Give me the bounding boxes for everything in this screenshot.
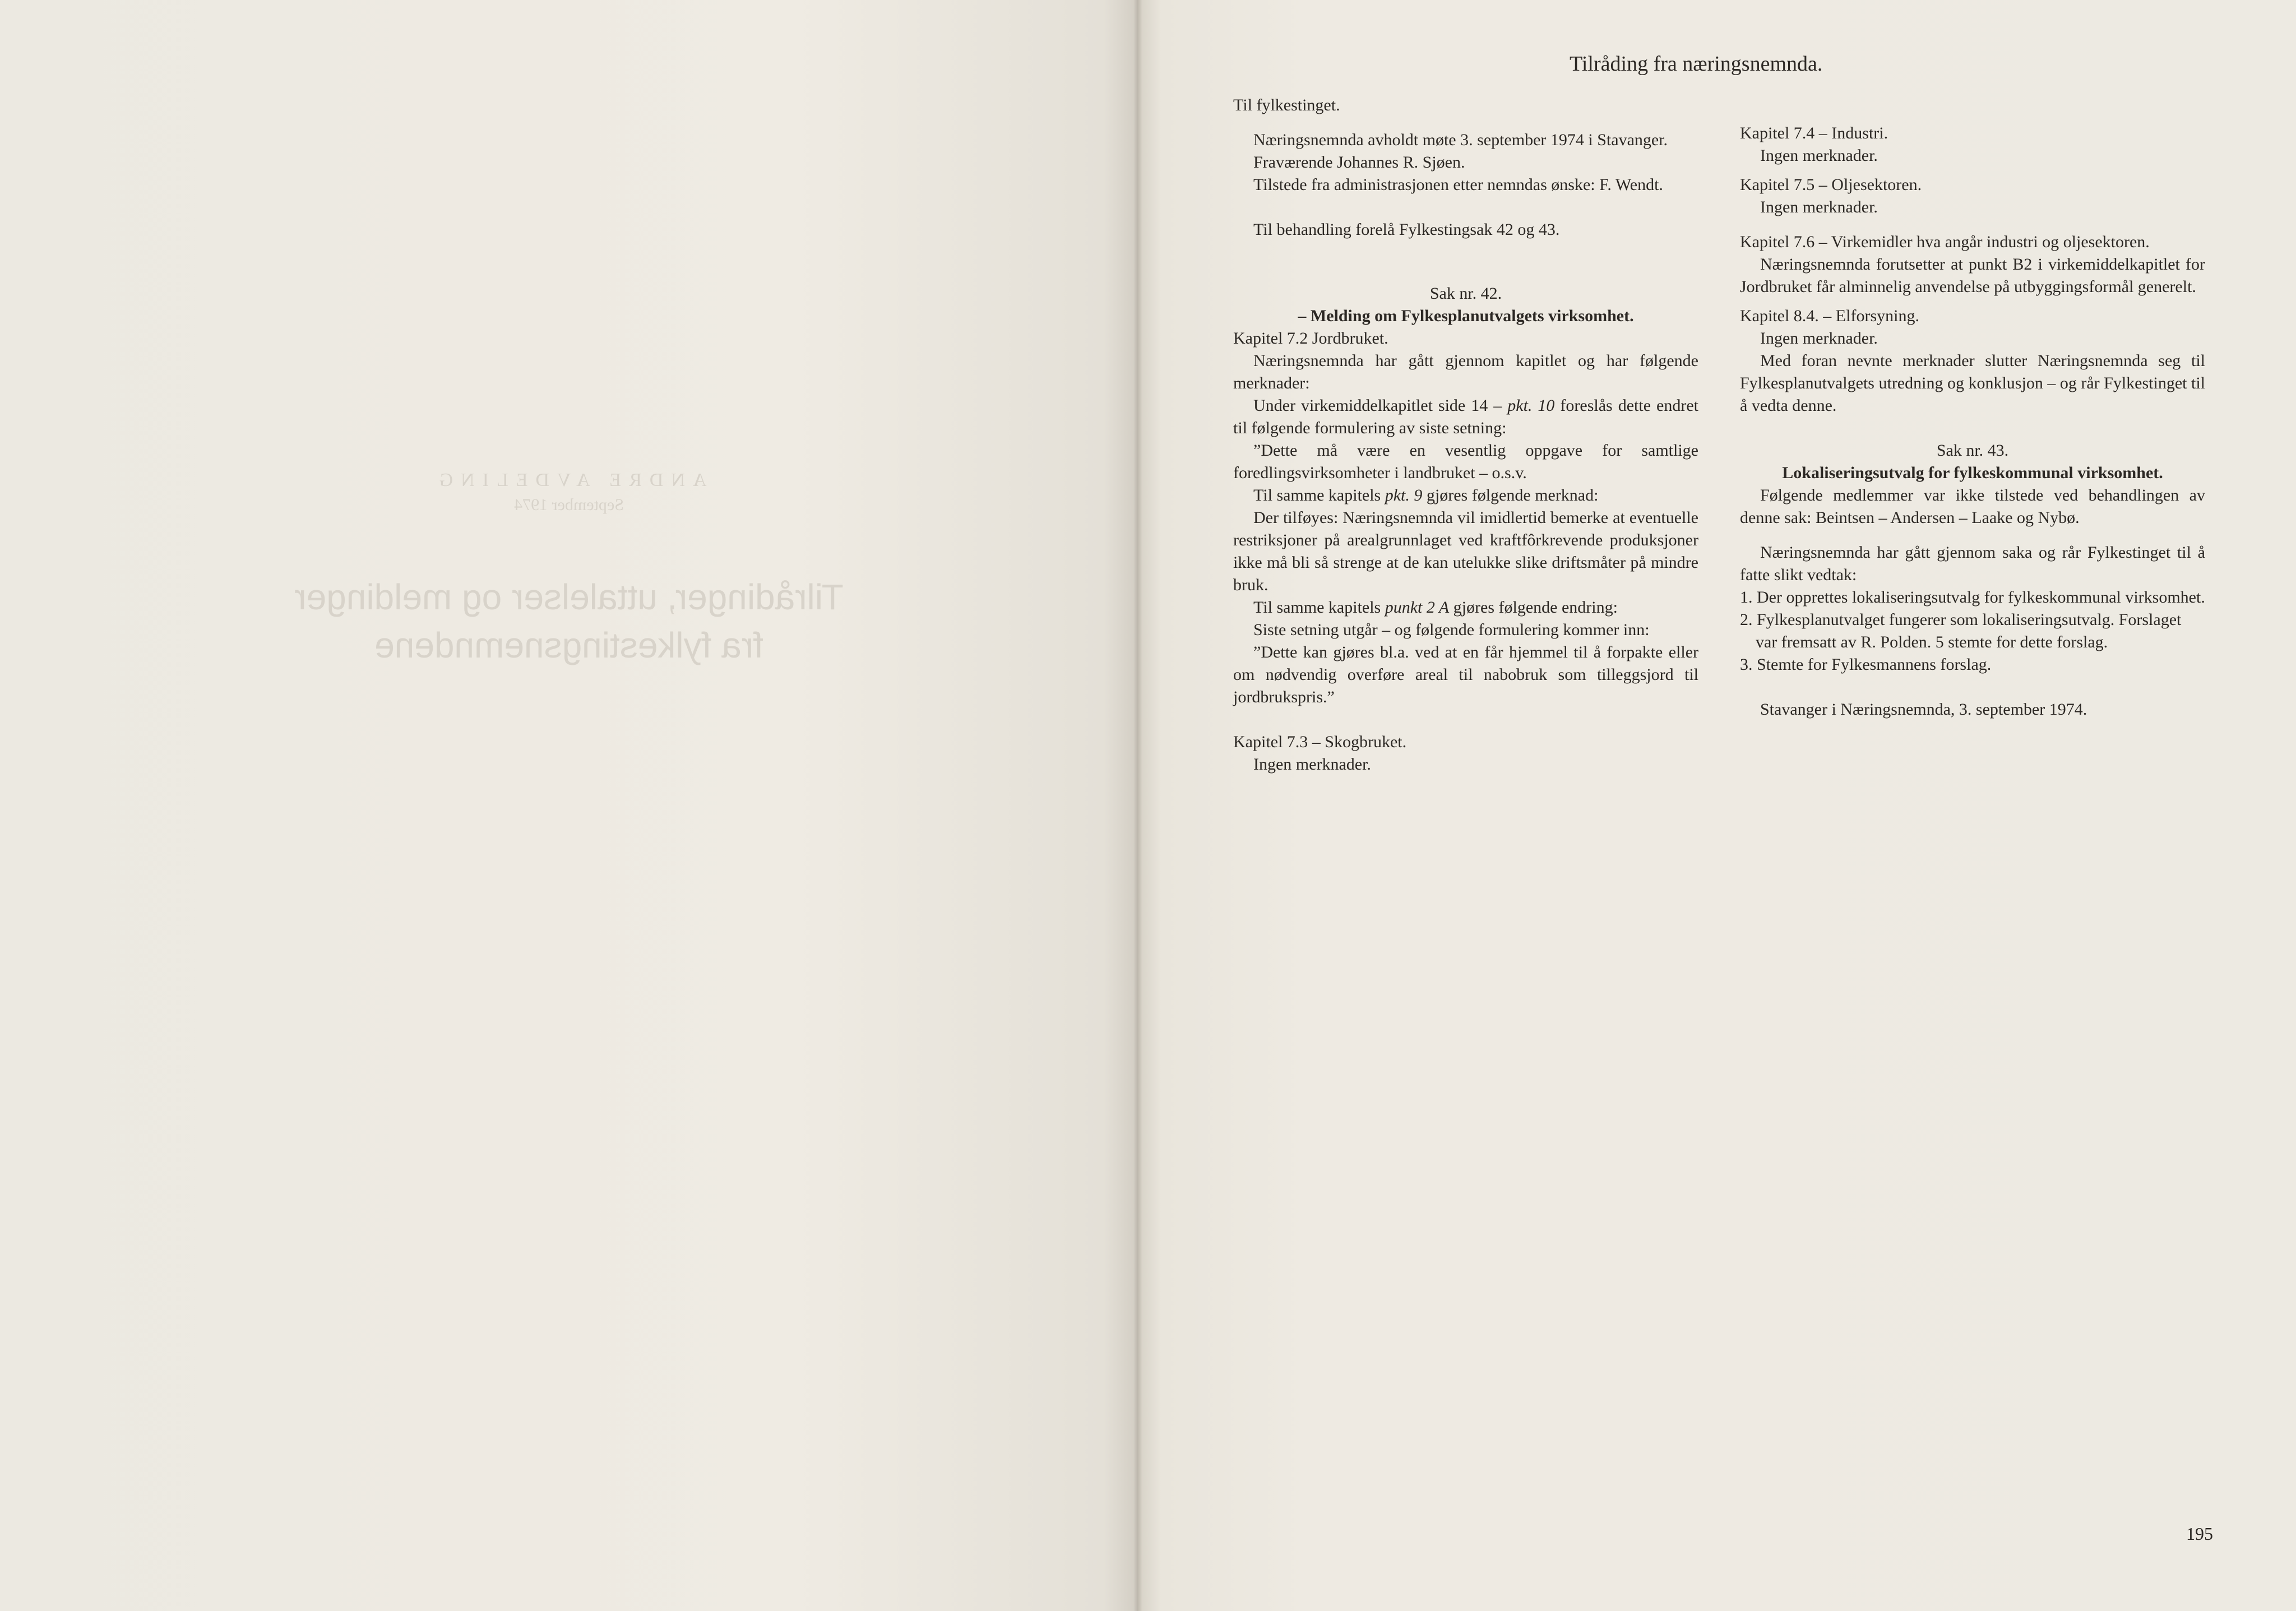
ch72-quote-1: ”Dette må være en vesentlig oppgave for samtlige foredlingsvirksomheter i landbruket – o.s.v. — [1233, 441, 1698, 482]
ch72-p2-text-a: Til samme kapitels — [1253, 486, 1385, 504]
ch72-p4-text-a: Til samme kapitels — [1253, 598, 1385, 617]
ch76-heading: Kapitel 7.6 – Virkemidler hva angår industri og oljesektoren. — [1740, 233, 2150, 251]
agenda-paragraph: Til behandling forelå Fylkestingsak 42 og 43. — [1253, 220, 1560, 239]
signoff: Stavanger i Næringsnemnda, 3. september 1974. — [1760, 700, 2087, 719]
page-number: 195 — [2186, 1524, 2213, 1544]
ch72-p1-emphasis: pkt. 10 — [1507, 396, 1555, 415]
case43-absent: Følgende medlemmer var ikke tilstede ved behandlingen av denne sak: Beintsen – Andersen – Laake og Nybø. — [1740, 486, 2205, 527]
ch74-note: Ingen merknader. — [1760, 146, 1878, 165]
ch72-paragraph-1 — [1233, 395, 1698, 439]
showthrough-department: ANDRE AVDELING — [431, 470, 707, 490]
ch76-text: Næringsnemnda forutsetter at punkt B2 i virkemiddelkapitlet for Jordbruket får alminnelig anvendelse på utbyggingsformål generelt. — [1740, 255, 2205, 296]
ch75-note: Ingen merknader. — [1760, 198, 1878, 216]
ch72-heading: Kapitel 7.2 Jordbruket. — [1233, 329, 1388, 348]
ch73-heading: Kapitel 7.3 – Skogbruket. — [1233, 733, 1407, 751]
ch84-heading: Kapitel 8.4. – Elforsyning. — [1740, 307, 1919, 325]
decision-item: 3. Stemte for Fylkesmannens forslag. — [1740, 655, 1992, 674]
case42-title: – Melding om Fylkesplanutvalgets virksomhet. — [1298, 307, 1634, 325]
left-page — [0, 0, 1138, 1611]
document-title: Tilråding fra næringsnemnda. — [1570, 52, 1823, 76]
ch72-p4-text-b: gjøres følgende endring: — [1449, 598, 1618, 617]
ch72-p2-emphasis: pkt. 9 — [1385, 486, 1423, 504]
ch72-p1-text-b: foreslås dette endret til følgende formulering av siste setning: — [1233, 396, 1698, 437]
absent-paragraph: Fraværende Johannes R. Sjøen. — [1253, 153, 1465, 172]
ch73-note: Ingen merknader. — [1253, 755, 1371, 774]
showthrough-title — [0, 573, 1138, 669]
ch72-p1-text-a: Under virkemiddelkapitlet side 14 – — [1253, 396, 1508, 415]
case43-title: Lokaliseringsutvalg for fylkeskommunal virksomhet. — [1782, 464, 2163, 482]
decision-list — [1740, 586, 2205, 676]
case43-intro: Næringsnemnda har gått gjennom saka og rår Fylkestinget til å fatte slikt vedtak: — [1740, 543, 2205, 584]
ch84-note: Ingen merknader. — [1760, 329, 1878, 348]
reverse-side-showthrough — [0, 0, 1138, 1611]
ch72-paragraph-5: Siste setning utgår – og følgende formulering kommer inn: — [1253, 621, 1650, 639]
left-text-column — [1233, 94, 1698, 776]
showthrough-date: September 1974 — [514, 496, 624, 514]
ch72-p4-emphasis: punkt 2 A — [1385, 598, 1450, 617]
book-gutter — [1133, 0, 1142, 1611]
ch72-quote-2: ”Dette kan gjøres bl.a. ved at en får hjemmel til å forpakte eller om nødvendig overføre areal til nabobruk som tilleggsjord til jordbrukspris.” — [1233, 643, 1698, 706]
decision-item: 1. Der opprettes lokaliseringsutvalg for fylkeskommunal virksomhet. — [1740, 588, 2205, 607]
ch72-p2-text-b: gjøres følgende merknad: — [1422, 486, 1599, 504]
case43-heading: Sak nr. 43. — [1936, 441, 2009, 460]
ch72-paragraph-3: Der tilføyes: Næringsnemnda vil imidlertid bemerke at eventuelle restriksjoner på arealgrunnlaget ved kraftfôrkrevende produksjoner ikke må bli så strenge at de kan utelukke slike driftsmåter på mindre bruk. — [1233, 508, 1698, 594]
ch72-paragraph-2 — [1233, 484, 1698, 507]
ch72-intro: Næringsnemnda har gått gjennom kapitlet og har følgende merknader: — [1233, 351, 1698, 392]
decision-item: 2. Fylkesplanutvalget fungerer som lokaliseringsutvalg. Forslaget var fremsatt av R. Polden. 5 stemte for dette forslag. — [1740, 610, 2182, 651]
conclusion-paragraph: Med foran nevnte merknader slutter Næringsnemnda seg til Fylkesplanutvalgets utredning og konklusjon – og rår Fylkestinget til å vedta denne. — [1740, 351, 2205, 415]
showthrough-title-line1: Tilrådinger, uttalelser og meldinger — [294, 577, 844, 617]
right-text-column — [1740, 122, 2205, 721]
greeting: Til fylkestinget. — [1233, 96, 1340, 114]
ch75-heading: Kapitel 7.5 – Oljesektoren. — [1740, 175, 1922, 194]
ch74-heading: Kapitel 7.4 – Industri. — [1740, 124, 1888, 142]
case42-heading: Sak nr. 42. — [1429, 284, 1502, 303]
meeting-paragraph: Næringsnemnda avholdt møte 3. september 1974 i Stavanger. — [1253, 131, 1668, 149]
showthrough-title-line2: fra fylkestingsnemndene — [374, 625, 763, 665]
present-paragraph: Tilstede fra administrasjonen etter nemndas ønske: F. Wendt. — [1253, 175, 1663, 194]
ch72-paragraph-4 — [1233, 596, 1698, 619]
